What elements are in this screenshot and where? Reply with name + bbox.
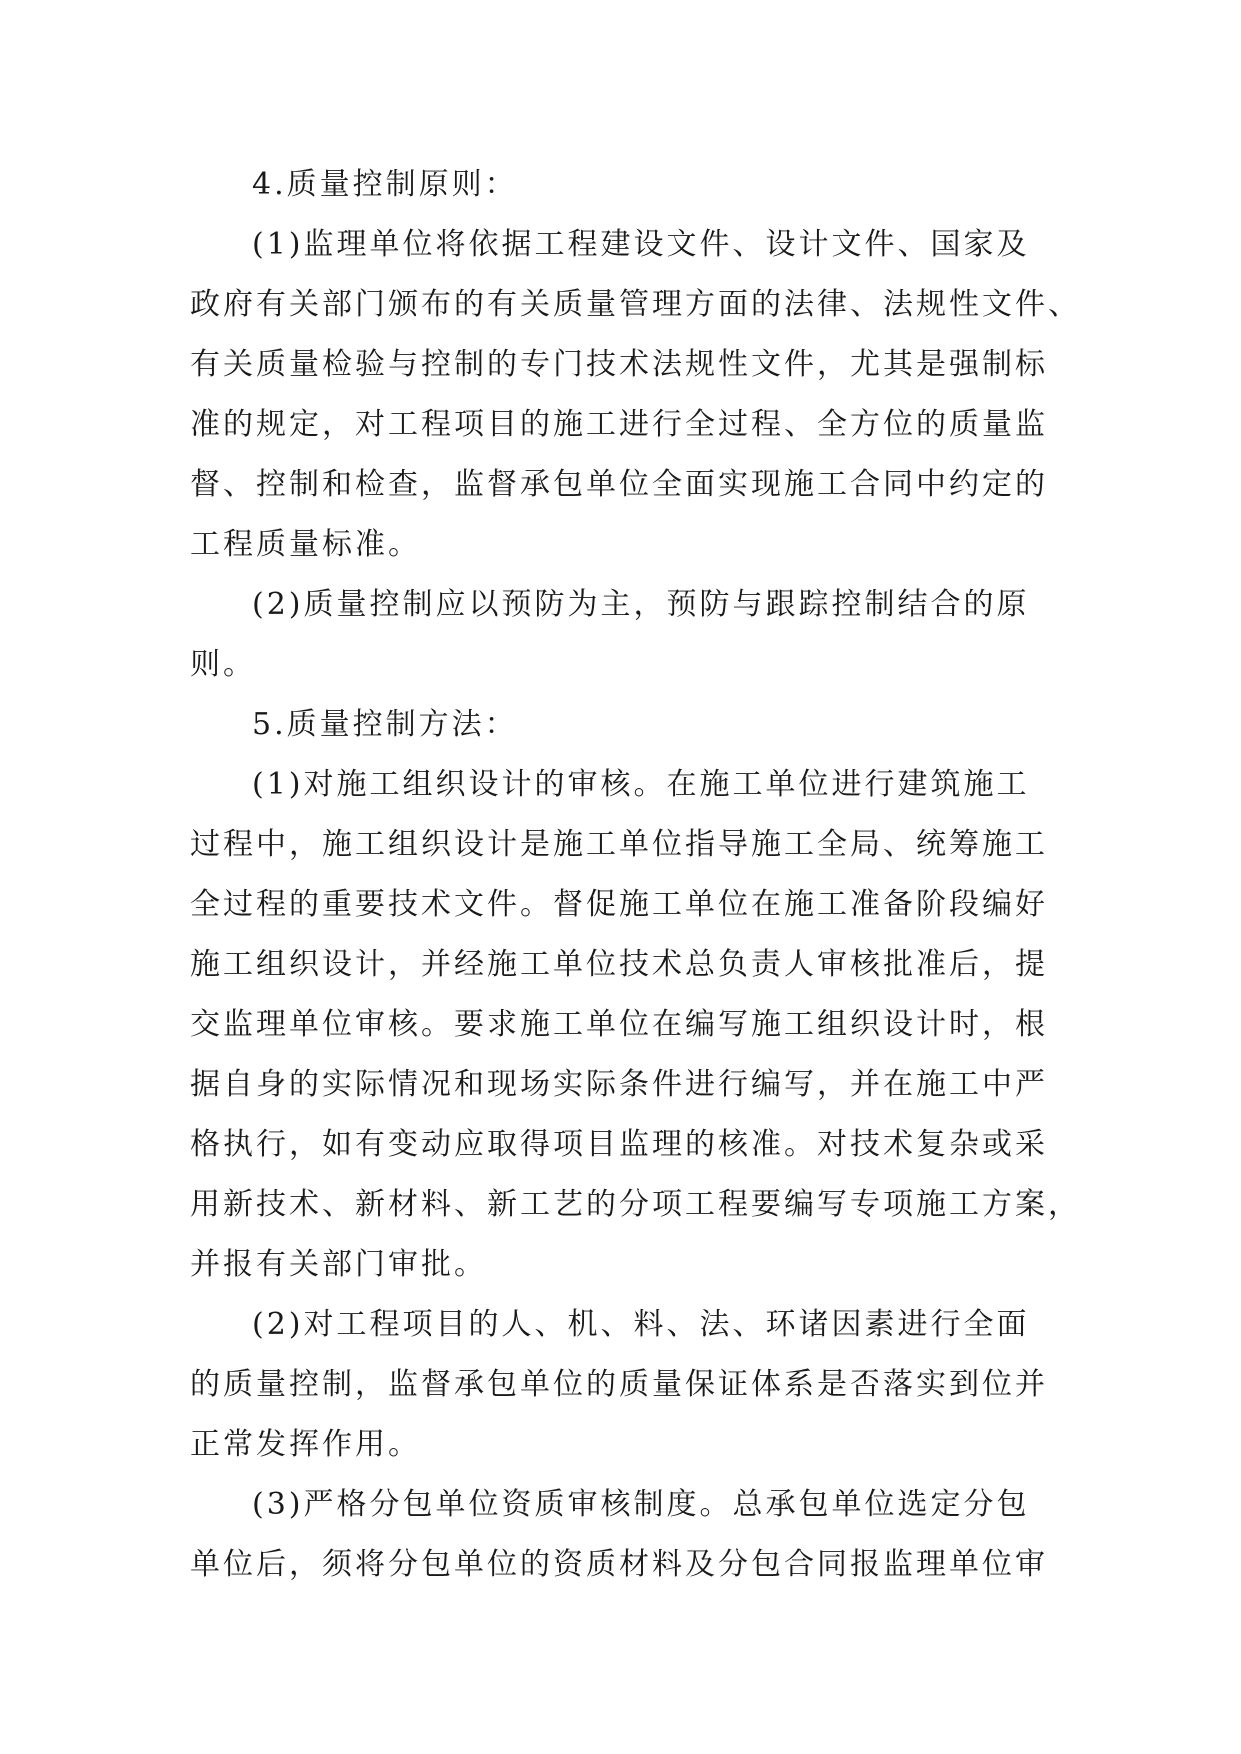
paragraph-line: 并报有关部门审批。: [190, 1247, 487, 1282]
paragraph-line: 施工组织设计，并经施工单位技术总负责人审核批准后，提: [190, 947, 1048, 982]
paragraph-line: (2)质量控制应以预防为主，预防与跟踪控制结合的原: [252, 587, 1030, 622]
paragraph-line: 过程中，施工组织设计是施工单位指导施工全局、统筹施工: [190, 827, 1048, 862]
paragraph-line: 正常发挥作用。: [190, 1427, 421, 1462]
paragraph-line: 格执行，如有变动应取得项目监理的核准。对技术复杂或采: [190, 1127, 1048, 1162]
paragraph-line: 则。: [190, 647, 256, 682]
section-heading-quality-control-methods: 5.质量控制方法：: [252, 707, 518, 742]
paragraph-line: 全过程的重要技术文件。督促施工单位在施工准备阶段编好: [190, 887, 1048, 922]
paragraph-line: (1)监理单位将依据工程建设文件、设计文件、国家及: [252, 227, 1030, 262]
paragraph-line: 单位后，须将分包单位的资质材料及分包合同报监理单位审: [190, 1547, 1048, 1582]
paragraph-line: (2)对工程项目的人、机、料、法、环诸因素进行全面: [252, 1307, 1030, 1342]
paragraph-line: 准的规定，对工程项目的施工进行全过程、全方位的质量监: [190, 407, 1048, 442]
paragraph-line: 据自身的实际情况和现场实际条件进行编写，并在施工中严: [190, 1067, 1048, 1102]
paragraph-line: 督、控制和检查，监督承包单位全面实现施工合同中约定的: [190, 467, 1048, 502]
paragraph-line: 的质量控制，监督承包单位的质量保证体系是否落实到位并: [190, 1367, 1048, 1402]
section-heading-quality-control-principles: 4.质量控制原则：: [252, 167, 518, 202]
paragraph-line: (1)对施工组织设计的审核。在施工单位进行建筑施工: [252, 767, 1030, 802]
paragraph-line: 工程质量标准。: [190, 527, 421, 562]
paragraph-line: 有关质量检验与控制的专门技术法规性文件，尤其是强制标: [190, 347, 1048, 382]
paragraph-line: 政府有关部门颁布的有关质量管理方面的法律、法规性文件、: [190, 287, 1081, 322]
paragraph-line: (3)严格分包单位资质审核制度。总承包单位选定分包: [252, 1487, 1030, 1522]
paragraph-line: 用新技术、新材料、新工艺的分项工程要编写专项施工方案，: [190, 1187, 1081, 1222]
paragraph-line: 交监理单位审核。要求施工单位在编写施工组织设计时，根: [190, 1007, 1048, 1042]
